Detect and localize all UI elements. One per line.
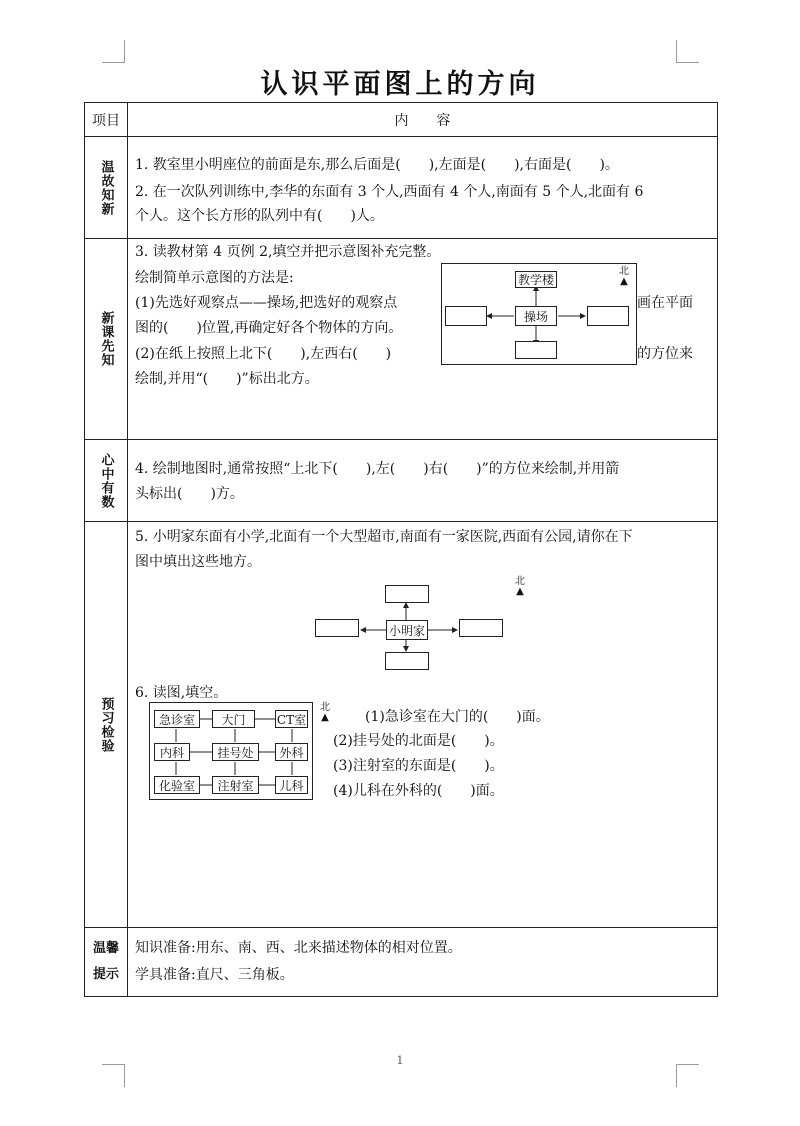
blank-north-box-5 — [385, 585, 429, 603]
page-number: 1 — [396, 1054, 404, 1067]
question-2-line-2: 个人。这个长方形的队列中有( )人。 — [135, 208, 384, 224]
question-6: 6. 读图,填空。 — [135, 685, 228, 701]
blank-west-box — [445, 306, 487, 326]
tips-label-line-2: 提示 — [92, 967, 119, 982]
section-label-mind: 心中有数 — [98, 452, 114, 509]
section-label-review: 温故知新 — [98, 159, 114, 216]
crop-mark-bottom-right — [676, 1064, 699, 1087]
question-4-line-2: 头标出( )方。 — [135, 486, 244, 502]
section-label-tips — [85, 928, 127, 996]
laboratory: 化验室 — [154, 776, 200, 794]
question-4-line-1: 4. 绘制地图时,通常按照“上北下( ),左( )右( )”的方位来绘制,并用箭 — [135, 461, 620, 477]
method-step-1b: 画在平面 — [637, 295, 693, 311]
method-step-2c: 绘制,并用“( )”标出北方。 — [135, 371, 319, 387]
header-item: 项目 — [92, 112, 120, 129]
question-1: 1. 教室里小明座位的前面是东,那么后面是( ),左面是( ),右面是( )。 — [135, 157, 619, 173]
section-label-new-lesson: 新课先知 — [98, 311, 114, 367]
method-step-2b: 的方位来 — [637, 346, 693, 362]
north-indicator-5: 北 ▲ — [515, 576, 525, 597]
ct-room: CT室 — [275, 710, 308, 728]
sub-question-2: (2)挂号处的北面是( )。 — [333, 733, 504, 749]
sub-question-3: (3)注射室的东面是( )。 — [333, 758, 504, 774]
header-content: 内 容 — [394, 112, 451, 129]
emergency-room: 急诊室 — [154, 710, 200, 728]
blank-south-box-5 — [385, 652, 429, 670]
crop-mark-top-left — [102, 40, 125, 63]
registration-desk: 挂号处 — [212, 743, 259, 761]
tips-knowledge: 知识准备:用东、南、西、北来描述物体的相对位置。 — [135, 940, 462, 956]
tips-tools: 学具准备:直尺、三角板。 — [135, 967, 294, 983]
method-step-2a: (2)在纸上按照上北下( ),左西右( ) — [135, 346, 392, 362]
pediatrics: 儿科 — [275, 776, 308, 794]
xiaoming-home-box: 小明家 — [386, 620, 428, 640]
question-2-line-1: 2. 在一次队列训练中,李华的东面有 3 个人,西面有 4 个人,南面有 5 个人,北面有 6 — [135, 184, 644, 200]
section-label-preview: 预习检验 — [98, 696, 114, 753]
page-title: 认识平面图上的方向 — [260, 69, 540, 100]
method-step-1a: (1)先选好观察点——操场,把选好的观察点 — [135, 295, 398, 311]
question-5-line-1: 5. 小明家东面有小学,北面有一个大型超市,南面有一家医院,西面有公园,请你在下 — [135, 529, 633, 545]
worksheet-table — [84, 102, 718, 997]
blank-east-box — [587, 306, 629, 326]
sub-question-1: (1)急诊室在大门的( )面。 — [365, 709, 550, 725]
question-5-line-2: 图中填出这些地方。 — [135, 554, 261, 570]
north-indicator: 北 ▲ — [619, 266, 629, 287]
tips-label-line-1: 温馨 — [92, 941, 119, 956]
main-gate: 大门 — [212, 710, 255, 728]
internal-medicine: 内科 — [154, 743, 190, 761]
crop-mark-top-right — [676, 40, 699, 63]
injection-room: 注射室 — [212, 776, 259, 794]
north-indicator-6: 北 ▲ — [320, 702, 330, 723]
blank-east-box-5 — [459, 619, 503, 637]
playground-box: 操场 — [515, 306, 557, 326]
question-3: 3. 读教材第 4 页例 2,填空并把示意图补充完整。 — [135, 244, 441, 260]
method-step-1c: 图的( )位置,再确定好各个物体的方向。 — [135, 320, 403, 336]
method-intro: 绘制简单示意图的方法是: — [135, 270, 294, 286]
surgery-dept: 外科 — [275, 743, 308, 761]
crop-mark-bottom-left — [102, 1064, 125, 1087]
sub-question-4: (4)儿科在外科的( )面。 — [333, 783, 504, 799]
teaching-building-box: 教学楼 — [515, 271, 557, 288]
blank-south-box — [515, 341, 557, 359]
blank-west-box-5 — [315, 619, 359, 637]
